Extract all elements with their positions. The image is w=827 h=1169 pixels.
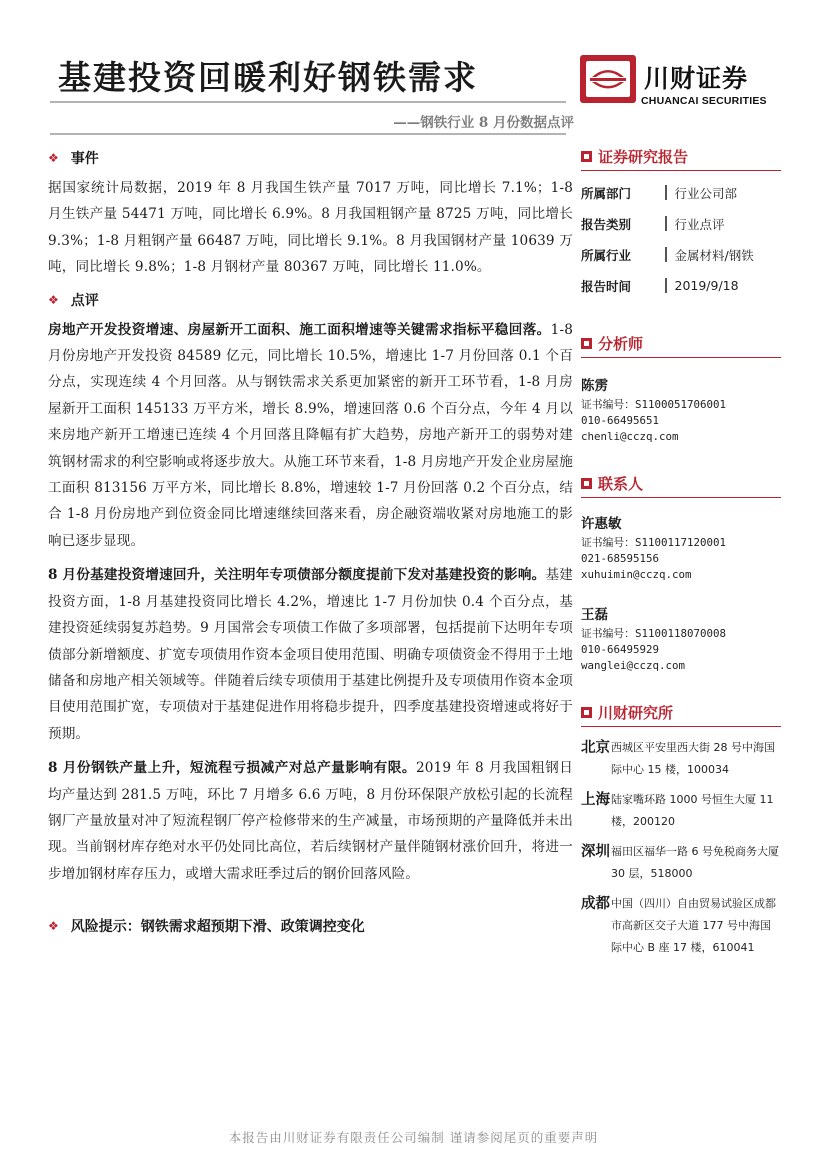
- person-email[interactable]: chenli@cczq.com: [581, 430, 679, 443]
- comment-paragraph-infrastructure: [48, 562, 573, 747]
- chuancai-logo-icon: [580, 55, 636, 103]
- info-key: 所属行业: [581, 247, 632, 263]
- contact-card: [581, 512, 781, 583]
- section-heading-risk: [48, 915, 573, 937]
- paragraph-lead: 8 月份基建投资增速回升，关注明年专项债部分额度提前下发对基建投资的影响。: [48, 567, 546, 584]
- sidebar-heading-text: 证券研究报告: [598, 148, 689, 166]
- person-cert: 证书编号：S1100117120001: [581, 536, 726, 549]
- diamond-bullet-icon: ❖: [48, 919, 59, 934]
- company-logo: [580, 55, 780, 115]
- address-list: [581, 737, 781, 959]
- event-paragraph: 据国家统计局数据，2019 年 8 月我国生铁产量 7017 万吨，同比增长 7.1%；1-8 月生铁产量 54471 万吨，同比增长 6.9%。8 月我国粗钢产量 8725 万吨，同比增长 9.3%；1-8 月粗钢产量 66487 万吨，同比增长 9.1%。8 月我国钢材产量 10639 万吨，同比增长 9.8%；1-8 月钢材产量 80367 万吨，同比增长 11.0%。: [48, 180, 573, 276]
- risk-warning: 风险提示：钢铁需求超预期下滑、政策调控变化: [70, 919, 365, 936]
- address-entry: [581, 841, 781, 885]
- address-text: 中国（四川）自由贸易试验区成都市高新区交子大道 177 号中海国际中心 B 座 17 楼，610041: [611, 897, 776, 954]
- info-row: [581, 239, 781, 270]
- logo-chinese-name: 川财证券: [644, 64, 749, 93]
- header-divider-top: [50, 101, 566, 103]
- square-bullet-icon: [581, 478, 592, 489]
- address-city: 北京: [581, 739, 610, 756]
- info-value: 2019/9/18: [674, 278, 739, 293]
- info-row: [581, 177, 781, 208]
- info-key: 所属部门: [581, 185, 632, 201]
- paragraph-body: 2019 年 8 月我国粗钢日均产量达到 281.5 万吨，环比 7 月增多 6.6 万吨，8 月份环保限产放松引起的长流程钢厂产量放量对冲了短流程钢厂停产检修带来的生产减量，市场预期的产量降低并未出现。当前钢材库存绝对水平仍处同比高位，若后续钢材产量伴随钢材涨价回升，将进一步增加钢材库存压力，或增大需求旺季过后的钢价回落风险。: [48, 760, 573, 882]
- square-bullet-icon: [581, 338, 592, 349]
- address-entry: [581, 789, 781, 833]
- paragraph-lead: 房地产开发投资增速、房屋新开工面积、施工面积增速等关键需求指标平稳回落。: [48, 321, 551, 338]
- address-entry: [581, 737, 781, 781]
- address-city: 深圳: [581, 843, 610, 860]
- diamond-bullet-icon: ❖: [48, 292, 59, 307]
- paragraph-body: 1-8 月份房地产开发投资 84589 亿元，同比增长 10.5%，增速比 1-7 月份回落 0.1 个百分点，实现连续 4 个月回落。从与钢铁需求关系更加紧密的新开工环节看，1-8 月房屋新开工面积 145133 万平方米，增长 8.9%，增速回落 0.6 个百分点，今年 4 月以来房地产新开工增速已连续 4 个月回落且降幅有扩大趋势，房地产新开工的弱势对建筑钢材需求的利空影响或将逐步放大。从施工环节来看，1-8 月房地产开发企业房屋施工面积 813156 万平方米，同比增长 8.8%，增速较 1-7 月份回落 0.2 个百分点，结合 1-8 月份房地产到位资金同比增速继续回落来看，房企融资端收紧对房地施工的影响已逐步显现。: [48, 321, 573, 549]
- analyst-card: [581, 374, 781, 445]
- report-subtitle: ——钢铁行业 8 月份数据点评: [393, 115, 574, 131]
- sidebar-heading-text: 川财研究所: [598, 704, 674, 722]
- sidebar-heading-contact: [581, 473, 781, 498]
- sidebar-heading-institute: [581, 702, 781, 727]
- header-divider-bottom: [50, 133, 566, 135]
- paragraph-lead: 8 月份钢铁产量上升，短流程亏损减产对总产量影响有限。: [48, 760, 416, 777]
- main-content: [48, 147, 573, 943]
- report-info-list: [581, 177, 781, 301]
- diamond-bullet-icon: ❖: [48, 151, 59, 165]
- info-value: 行业点评: [674, 216, 725, 232]
- paragraph-body: 基建投资方面，1-8 月基建投资同比增长 4.2%，增速比 1-7 月份加快 0.4 个百分点，基建投资延续弱复苏趋势。9 月国常会专项债工作做了多项部署，包括提前下达明年专项债部分新增额度、扩宽专项债用作资本金项目使用范围、明确专项债资金不得用于土地储备和房地产相关领域等。伴随着后续专项债用于基建比例提升及专项债用作资本金项目使用范围扩宽，专项债对于基建促进作用将稳步提升，四季度基建投资增速或将好于预期。: [48, 567, 573, 742]
- person-name: 王磊: [581, 607, 608, 623]
- info-value: 金属材料/钢铁: [674, 247, 754, 263]
- person-email[interactable]: xuhuimin@cczq.com: [581, 568, 692, 581]
- person-name: 陈雳: [581, 378, 608, 394]
- section-heading-event: [48, 147, 573, 169]
- info-row: [581, 208, 781, 239]
- divider: [665, 278, 667, 293]
- address-text: 西城区平安里西大街 28 号中海国际中心 15 楼，100034: [611, 741, 775, 776]
- report-title: 基建投资回暖利好钢铁需求: [58, 58, 478, 97]
- sidebar-heading-text: 分析师: [598, 335, 644, 353]
- address-text: 陆家嘴环路 1000 号恒生大厦 11 楼，200120: [611, 793, 774, 828]
- section-title: 事件: [70, 151, 99, 167]
- info-key: 报告类别: [581, 216, 632, 232]
- divider: [665, 247, 667, 262]
- section-title: 点评: [70, 292, 99, 309]
- square-bullet-icon: [581, 151, 592, 162]
- person-cert: 证书编号：S1100051706001: [581, 398, 726, 411]
- contact-card: [581, 603, 781, 674]
- address-city: 成都: [581, 895, 610, 912]
- comment-paragraph-steel-output: [48, 755, 573, 887]
- sidebar-heading-analyst: [581, 333, 781, 358]
- person-name: 许惠敏: [581, 516, 622, 532]
- info-value: 行业公司部: [674, 185, 738, 201]
- sidebar: [581, 146, 781, 967]
- divider: [665, 185, 667, 200]
- address-city: 上海: [581, 791, 610, 808]
- person-phone: 021-68595156: [581, 552, 660, 565]
- person-cert: 证书编号：S1100118070008: [581, 627, 726, 640]
- address-entry: [581, 893, 781, 959]
- logo-english-name: CHUANCAI SECURITIES: [641, 95, 767, 107]
- address-text: 福田区福华一路 6 号免税商务大厦 30 层，518000: [611, 845, 779, 880]
- sidebar-heading-text: 联系人: [598, 475, 644, 493]
- section-heading-comment: [48, 289, 573, 311]
- footer-disclaimer: 本报告由川财证券有限责任公司编制 谨请参阅尾页的重要声明: [228, 1130, 599, 1145]
- person-email[interactable]: wanglei@cczq.com: [581, 659, 686, 672]
- info-row: [581, 270, 781, 301]
- person-phone: 010-66495929: [581, 643, 660, 656]
- sidebar-heading-report: [581, 146, 781, 171]
- divider: [665, 216, 667, 231]
- comment-paragraph-real-estate: [48, 317, 573, 555]
- info-key: 报告时间: [581, 278, 632, 294]
- person-phone: 010-66495651: [581, 414, 660, 427]
- square-bullet-icon: [581, 707, 592, 718]
